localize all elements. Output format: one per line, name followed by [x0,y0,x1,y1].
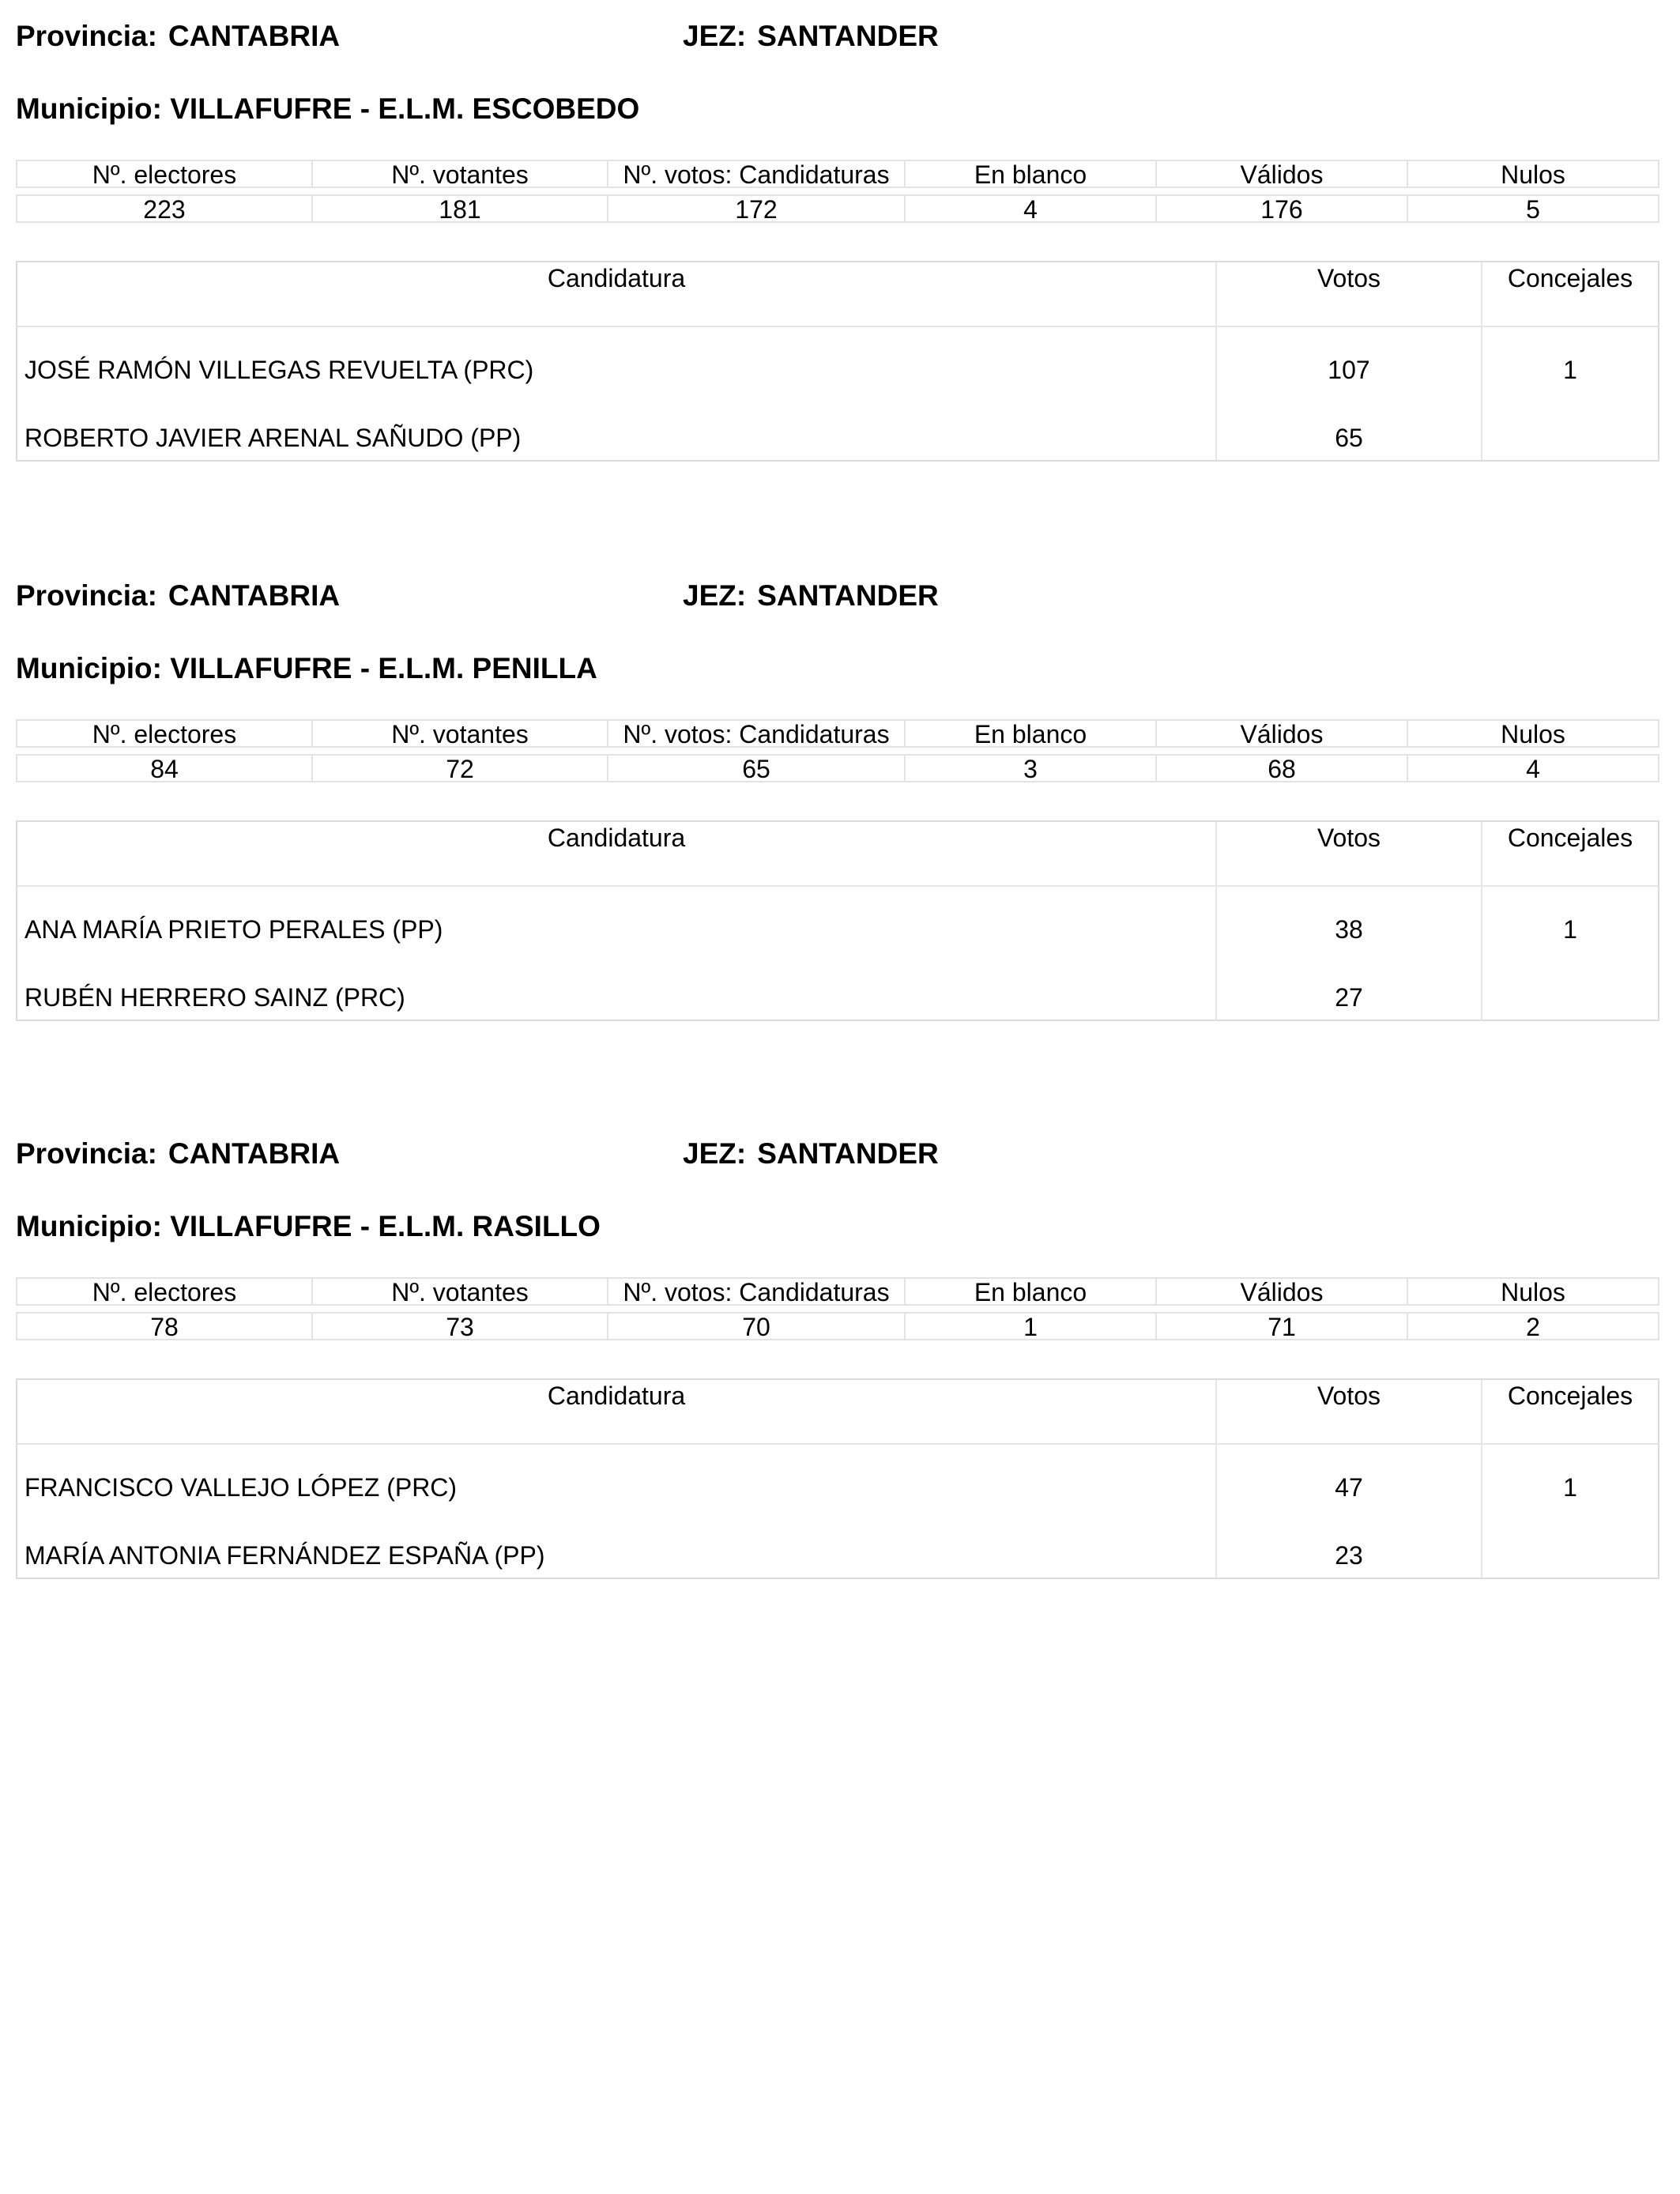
header-concejales: Concejales [1507,264,1633,292]
candidate-votes: 23 [1335,1541,1363,1570]
candidate-name: FRANCISCO VALLEJO LÓPEZ (PRC) [24,1473,458,1502]
stats-header-en-blanco: En blanco [904,719,1157,748]
candidate-name: ANA MARÍA PRIETO PERALES (PP) [24,915,443,944]
jez-label: JEZ: [683,1137,747,1170]
candidate-votes: 27 [1335,983,1363,1012]
candidate-name: RUBÉN HERRERO SAINZ (PRC) [24,983,405,1012]
jez-label: JEZ: [683,20,747,52]
stats-header-row [16,160,1659,188]
results-section-rasillo [0,1118,1680,1608]
stats-header-votantes: Nº. votantes [311,160,608,188]
stats-header-votantes: Nº. votantes [311,1277,608,1306]
stats-value-votos-candidaturas: 172 [607,194,906,223]
provincia-value: CANTABRIA [168,1137,341,1170]
municipio-heading [16,651,597,686]
candidate-concejales: 1 [1563,1473,1577,1502]
stats-value-validos: 68 [1155,754,1408,782]
municipio-heading [16,1209,601,1244]
results-section-penilla [0,560,1680,1050]
candidate-concejales: 1 [1563,356,1577,384]
candidates-table [16,1378,1659,1579]
stats-header-row [16,719,1659,748]
stats-header-validos: Válidos [1155,1277,1408,1306]
stats-header-electores: Nº. electores [16,719,313,748]
candidate-row [17,1538,1658,1573]
stats-header-nulos: Nulos [1407,1277,1659,1306]
candidates-header-row [17,1380,1658,1445]
results-section-escobedo [0,0,1680,490]
stats-value-electores: 223 [16,194,313,223]
candidates-table [16,261,1659,462]
header-votos: Votos [1317,264,1381,292]
provincia-value: CANTABRIA [168,20,341,52]
stats-header-electores: Nº. electores [16,160,313,188]
stats-header-nulos: Nulos [1407,160,1659,188]
provincia-heading [16,1137,340,1171]
provincia-heading [16,19,340,54]
stats-value-votantes: 181 [311,194,608,223]
municipio-label: Municipio: [16,92,162,125]
stats-value-votantes: 73 [311,1312,608,1340]
candidate-name: JOSÉ RAMÓN VILLEGAS REVUELTA (PRC) [24,356,534,384]
header-votos: Votos [1317,1382,1381,1410]
jez-value: SANTANDER [757,579,939,612]
candidate-row [17,352,1658,387]
provincia-label: Provincia: [16,1137,157,1170]
jez-value: SANTANDER [757,20,939,52]
stats-value-validos: 71 [1155,1312,1408,1340]
header-concejales: Concejales [1507,1382,1633,1410]
candidate-name: ROBERTO JAVIER ARENAL SAÑUDO (PP) [24,424,522,452]
provincia-value: CANTABRIA [168,579,341,612]
provincia-label: Provincia: [16,20,157,52]
stats-value-nulos: 4 [1407,754,1659,782]
stats-value-row [16,1312,1659,1340]
candidate-row [17,420,1658,455]
stats-value-electores: 78 [16,1312,313,1340]
stats-value-en-blanco: 1 [904,1312,1157,1340]
stats-value-nulos: 5 [1407,194,1659,223]
candidate-concejales: 1 [1563,915,1577,944]
header-votos: Votos [1317,824,1381,852]
stats-header-en-blanco: En blanco [904,1277,1157,1306]
municipio-heading [16,92,639,126]
jez-heading [683,1137,939,1171]
jez-value: SANTANDER [757,1137,939,1170]
stats-header-votantes: Nº. votantes [311,719,608,748]
stats-value-nulos: 2 [1407,1312,1659,1340]
municipio-value: VILLAFUFRE - E.L.M. RASILLO [170,1210,601,1242]
stats-header-en-blanco: En blanco [904,160,1157,188]
municipio-label: Municipio: [16,1210,162,1242]
header-concejales: Concejales [1507,824,1633,852]
candidate-votes: 47 [1335,1473,1363,1502]
header-candidatura: Candidatura [547,264,686,292]
municipio-value: VILLAFUFRE - E.L.M. ESCOBEDO [170,92,640,125]
stats-value-validos: 176 [1155,194,1408,223]
stats-value-votos-candidaturas: 65 [607,754,906,782]
stats-header-electores: Nº. electores [16,1277,313,1306]
jez-label: JEZ: [683,579,747,612]
stats-value-electores: 84 [16,754,313,782]
candidate-votes: 107 [1328,356,1370,384]
provincia-label: Provincia: [16,579,157,612]
candidate-row [17,1470,1658,1505]
stats-value-votos-candidaturas: 70 [607,1312,906,1340]
provincia-heading [16,579,340,613]
candidates-table [16,820,1659,1021]
stats-header-votos-candidaturas: Nº. votos: Candidaturas [607,719,906,748]
stats-header-votos-candidaturas: Nº. votos: Candidaturas [607,1277,906,1306]
header-candidatura: Candidatura [547,824,686,852]
municipio-label: Municipio: [16,652,162,684]
stats-header-validos: Válidos [1155,160,1408,188]
stats-value-row [16,194,1659,223]
candidate-row [17,912,1658,947]
jez-heading [683,579,939,613]
header-candidatura: Candidatura [547,1382,686,1410]
jez-heading [683,19,939,54]
candidate-votes: 65 [1335,424,1363,452]
stats-header-row [16,1277,1659,1306]
candidate-row [17,980,1658,1015]
stats-value-en-blanco: 4 [904,194,1157,223]
candidate-name: MARÍA ANTONIA FERNÁNDEZ ESPAÑA (PP) [24,1541,545,1570]
stats-value-row [16,754,1659,782]
stats-header-nulos: Nulos [1407,719,1659,748]
stats-header-votos-candidaturas: Nº. votos: Candidaturas [607,160,906,188]
stats-header-validos: Válidos [1155,719,1408,748]
candidate-votes: 38 [1335,915,1363,944]
candidates-header-row [17,822,1658,887]
stats-value-en-blanco: 3 [904,754,1157,782]
municipio-value: VILLAFUFRE - E.L.M. PENILLA [170,652,597,684]
candidates-header-row [17,262,1658,327]
stats-value-votantes: 72 [311,754,608,782]
